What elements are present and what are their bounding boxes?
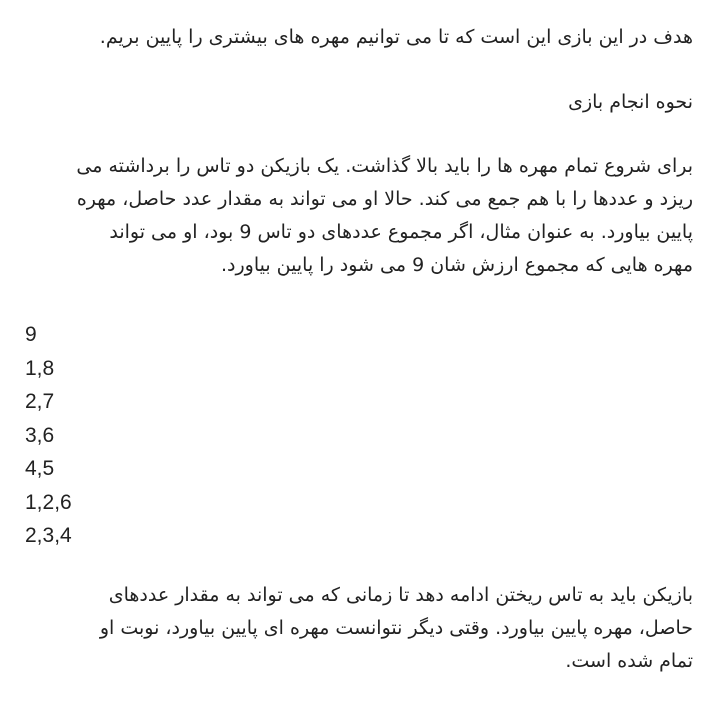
goal-paragraph [100,21,693,54]
combination-item: 2,7 [25,390,55,413]
paragraph-line: برای شروع تمام مهره ها را باید بالا گذاشت. یک بازیکن دو تاس را برداشته می [76,155,693,177]
paragraph-line: تمام شده است. [565,650,693,672]
combination-item: 2,3,4 [25,524,72,547]
combination-item: 4,5 [25,457,55,480]
paragraph-line: ریزد و عددها را با هم جمع می کند. حالا او می تواند به مقدار عدد حاصل، مهره [76,188,693,210]
combination-list [25,318,72,553]
paragraph-line: پایین بیاورد. به عنوان مثال، اگر مجموع عددهای دو تاس 9 بود، او می تواند [109,221,693,243]
paragraph-line: حاصل، مهره پایین بیاورد. وقتی دیگر نتوانست مهره ای پایین بیاورد، نوبت او [99,617,693,639]
howto-heading [568,86,693,119]
combination-item: 1,8 [25,356,55,380]
end-paragraph [100,579,693,678]
paragraph-line: بازیکن باید به تاس ریختن ادامه دهد تا زمانی که می تواند به مقدار عددهای [108,584,693,606]
howto-heading-text: نحوه انجام بازی [568,91,693,113]
goal-line: هدف در این بازی این است که تا می توانیم مهره های بیشتری را پایین بریم. [99,26,693,48]
paragraph-line: مهره هایی که مجموع ارزش شان 9 می شود را پایین بیاورد. [220,254,693,276]
combination-item: 9 [25,323,37,346]
combination-item: 1,2,6 [25,490,72,514]
combination-item: 3,6 [25,423,55,447]
start-paragraph [76,150,693,282]
